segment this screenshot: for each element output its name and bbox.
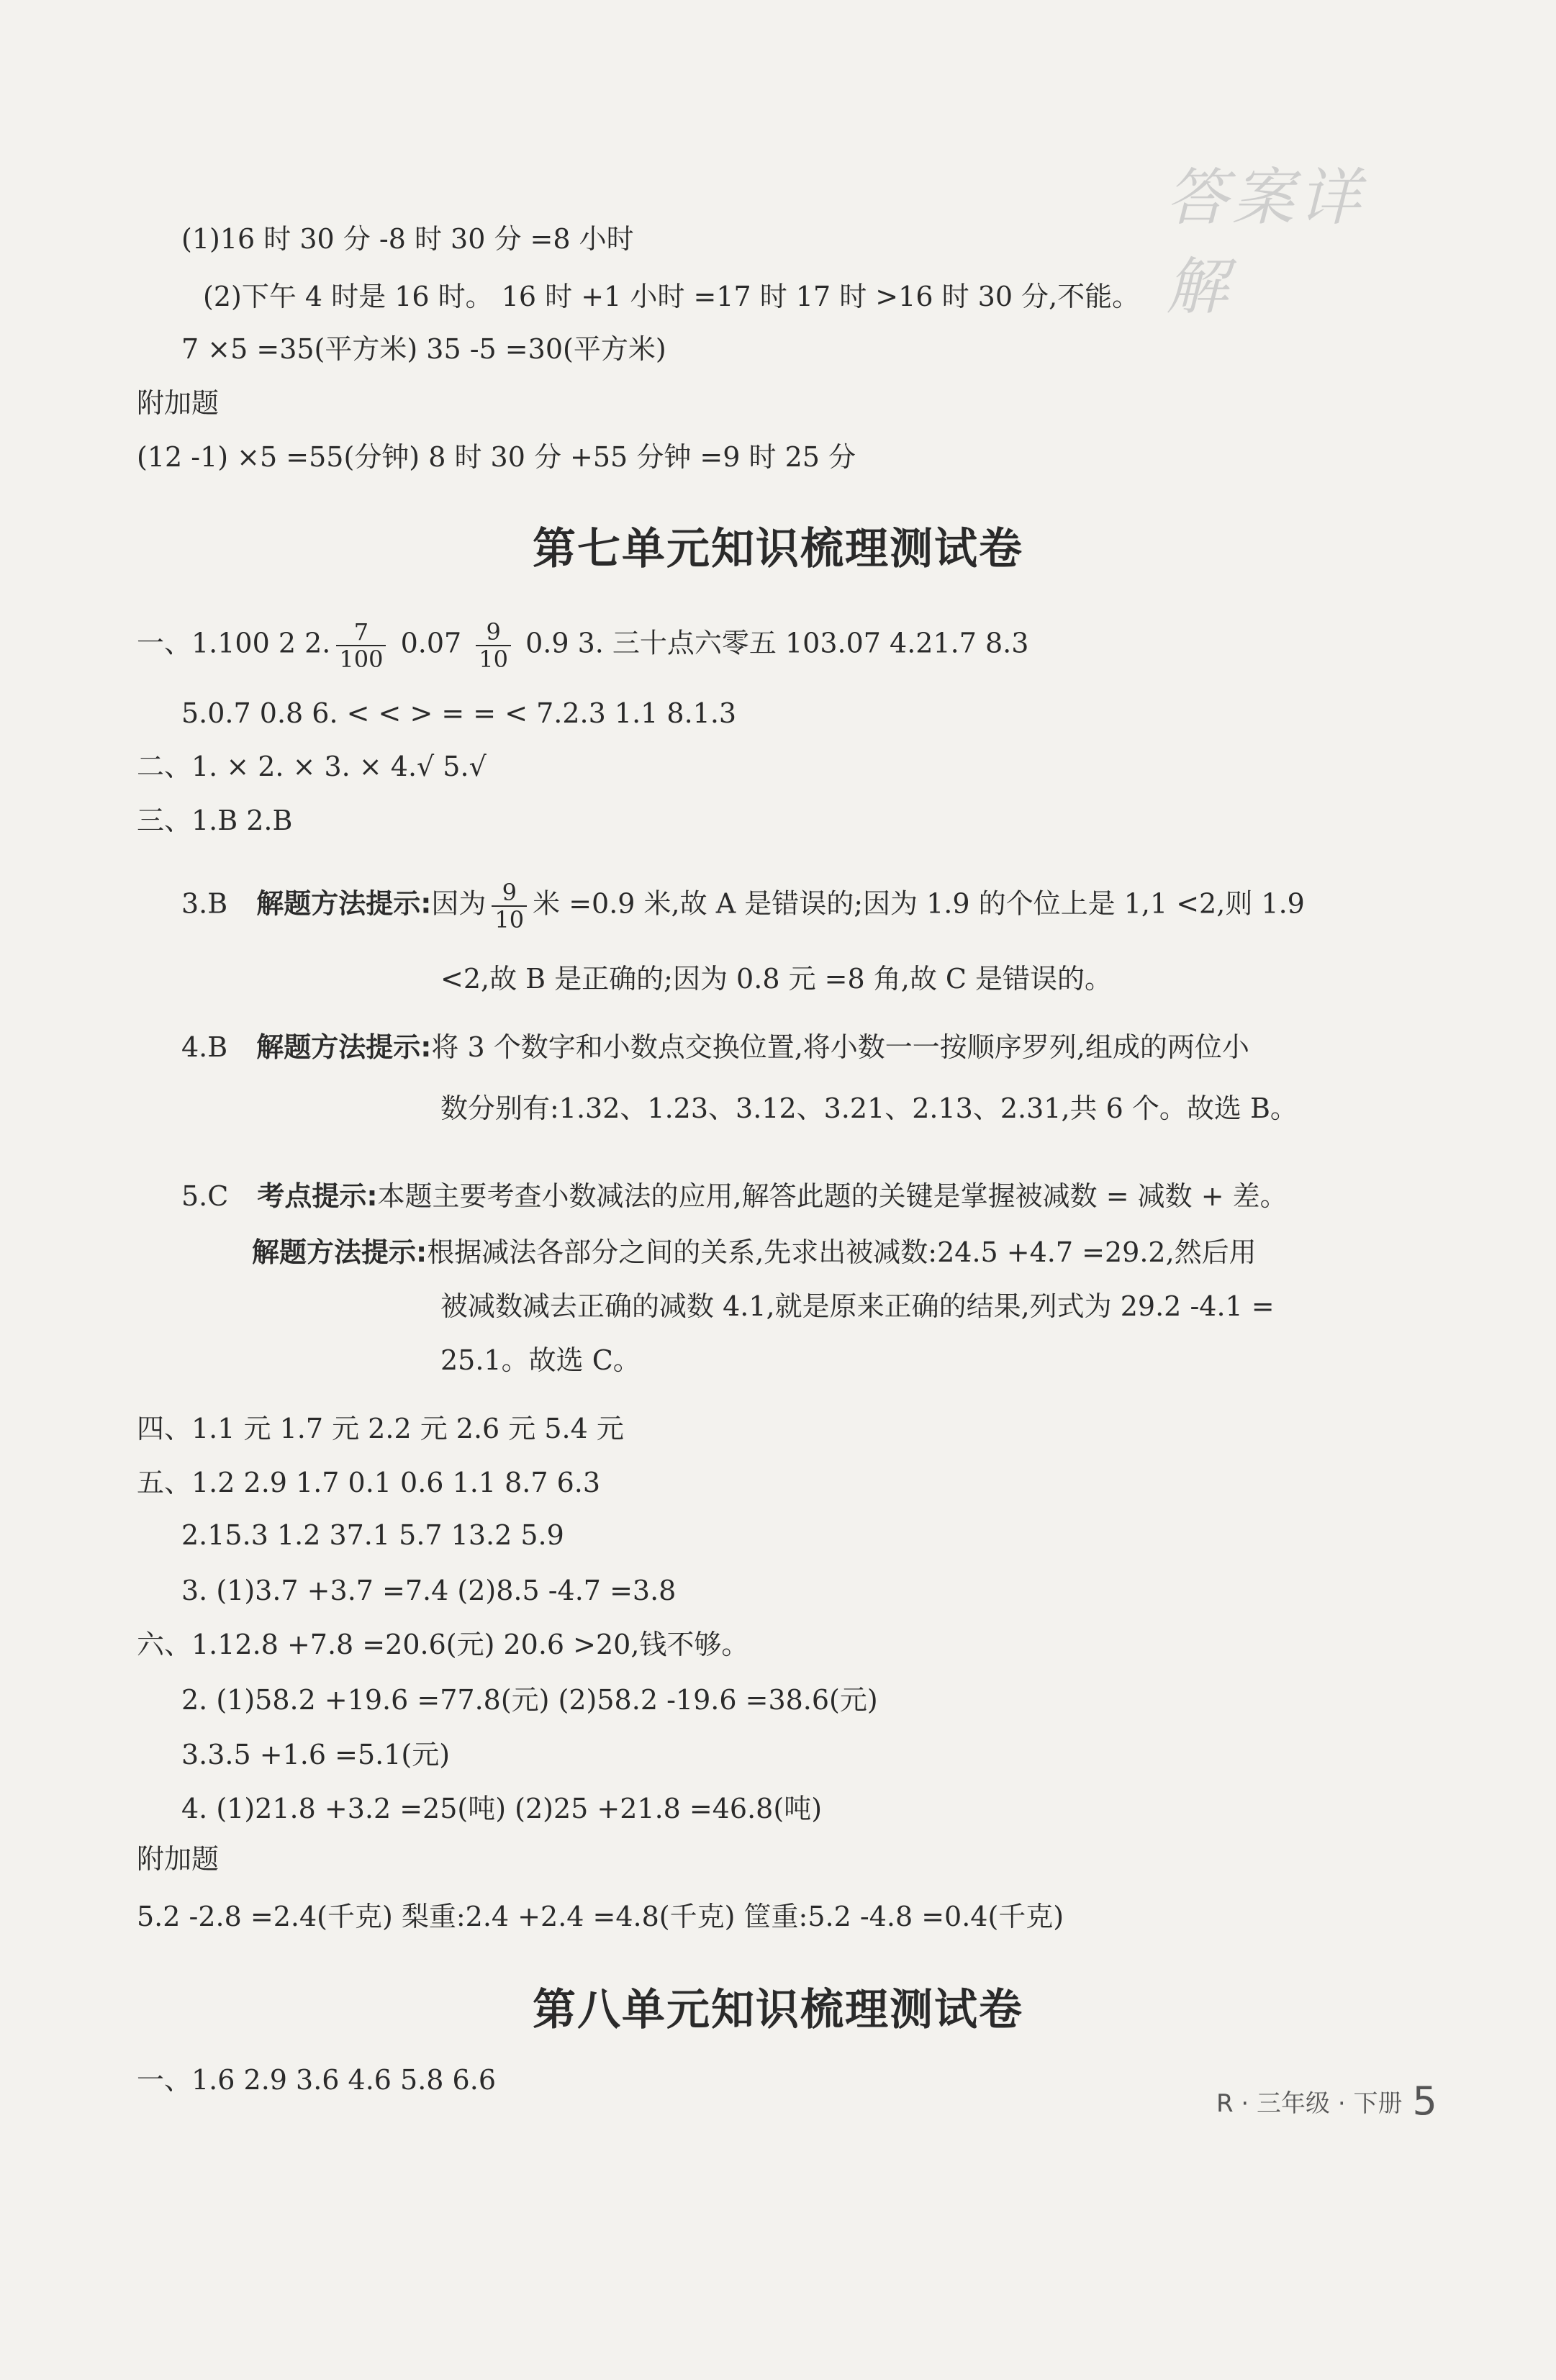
unit7-s1-part-a: 一、1.100 2 2. [137,627,331,659]
q3-text-b: 米 =0.9 米,故 A 是错误的;因为 1.9 的个位上是 1,1 <2,则 1.9 [533,887,1305,920]
q4-text-a: 将 3 个数字和小数点交换位置,将小数一一按顺序罗列,组成的两位小 [431,1031,1249,1063]
page-footer [1216,2078,1437,2124]
q3-hint-label: 解题方法提示: [256,887,432,920]
unit7-section1-line1 [137,619,1028,672]
unit7-section5-3: 3. (1)3.7 +3.7 =7.4 (2)8.5 -4.7 =3.8 [181,1575,677,1606]
unit8-title: 第八单元知识梳理测试卷 [533,1985,1023,2035]
extra-question-label: 附加题 [137,387,220,419]
unit7-section4: 四、1.1 元 1.7 元 2.2 元 2.6 元 5.4 元 [137,1413,624,1444]
fraction-7-100: $\frac{7}{100}$ [336,619,386,672]
unit7-title: 第七单元知识梳理测试卷 [533,524,1023,574]
unit7-section6-2: 2. (1)58.2 +19.6 =77.8(元) (2)58.2 -19.6 =38.6(元) [181,1684,878,1716]
unit7-section6-4: 4. (1)21.8 +3.2 =25(吨) (2)25 +21.8 =46.8(吨) [181,1793,823,1824]
q5-text-b: 被减数减去正确的减数 4.1,就是原来正确的结果,列式为 29.2 -4.1 = [440,1290,1275,1322]
q5-text-a: 根据减法各部分之间的关系,先求出被减数:24.5 +4.7 =29.2,然后用 [427,1236,1257,1268]
q5-hint-label: 解题方法提示: [252,1236,428,1268]
answer-6: 7 ×5 =35(平方米) 35 -5 =30(平方米) [181,333,666,365]
watermark-logo: 答案详解 [1166,162,1365,323]
unit7-q5-hint [252,1234,1257,1270]
unit7-q5 [181,1178,1288,1214]
q4-label: 4.B [181,1031,228,1063]
page-number: 5 [1412,2078,1437,2124]
grade-label: R · 三年级 · 下册 [1216,2089,1403,2118]
unit7-s1-part-b: 0.07 [400,627,462,659]
unit7-section1-line2: 5.0.7 0.8 6. < < > = = < 7.2.3 1.1 8.1.3 [181,697,737,729]
q3-label: 3.B [181,887,228,920]
fraction-9-10-q3: $\frac{9}{10}$ [492,879,527,933]
unit7-section2: 二、1. × 2. × 3. × 4.√ 5.√ [137,751,487,782]
unit8-section1: 一、1.6 2.9 3.6 4.6 5.8 6.6 [137,2064,496,2096]
answer-5-1: (1)16 时 30 分 -8 时 30 分 =8 小时 [181,223,634,255]
q5-point-label: 考点提示: [257,1180,378,1212]
unit7-extra-answer: 5.2 -2.8 =2.4(千克) 梨重:2.4 +2.4 =4.8(千克) 筐重:5.2 -4.8 =0.4(千克) [137,1901,1064,1932]
unit7-section6-3: 3.3.5 +1.6 =5.1(元) [181,1739,451,1770]
extra-answer: (12 -1) ×5 =55(分钟) 8 时 30 分 +55 分钟 =9 时 25 分 [137,441,856,473]
q3-text-c: <2,故 B 是正确的;因为 0.8 元 =8 角,故 C 是错误的。 [440,963,1113,995]
unit7-section6-1: 六、1.12.8 +7.8 =20.6(元) 20.6 >20,钱不够。 [137,1629,749,1660]
unit7-q3 [181,879,1305,933]
q4-hint-label: 解题方法提示: [256,1031,432,1063]
unit7-s1-part-c: 0.9 3. 三十点六零五 103.07 4.21.7 8.3 [525,627,1029,659]
q5-point-text: 本题主要考查小数减法的应用,解答此题的关键是掌握被减数 = 减数 + 差。 [377,1180,1288,1212]
unit7-section3: 三、1.B 2.B [137,805,293,836]
answer-5-2: (2)下午 4 时是 16 时。 16 时 +1 小时 =17 时 17 时 >16 时 30 分,不能。 [203,281,1140,312]
q5-text-c: 25.1。故选 C。 [440,1344,641,1376]
unit7-section5-1: 五、1.2 2.9 1.7 0.1 0.6 1.1 8.7 6.3 [137,1467,601,1498]
fraction-9-10: $\frac{9}{10}$ [476,619,511,672]
unit7-q4 [181,1029,1249,1065]
unit7-extra-label: 附加题 [137,1843,220,1875]
q4-text-b: 数分别有:1.32、1.23、3.12、3.21、2.13、2.31,共 6 个。故选 B。 [440,1092,1298,1124]
unit7-section5-2: 2.15.3 1.2 37.1 5.7 13.2 5.9 [181,1519,564,1551]
q3-text-a: 因为 [431,887,487,920]
q5-label: 5.C [181,1180,229,1212]
